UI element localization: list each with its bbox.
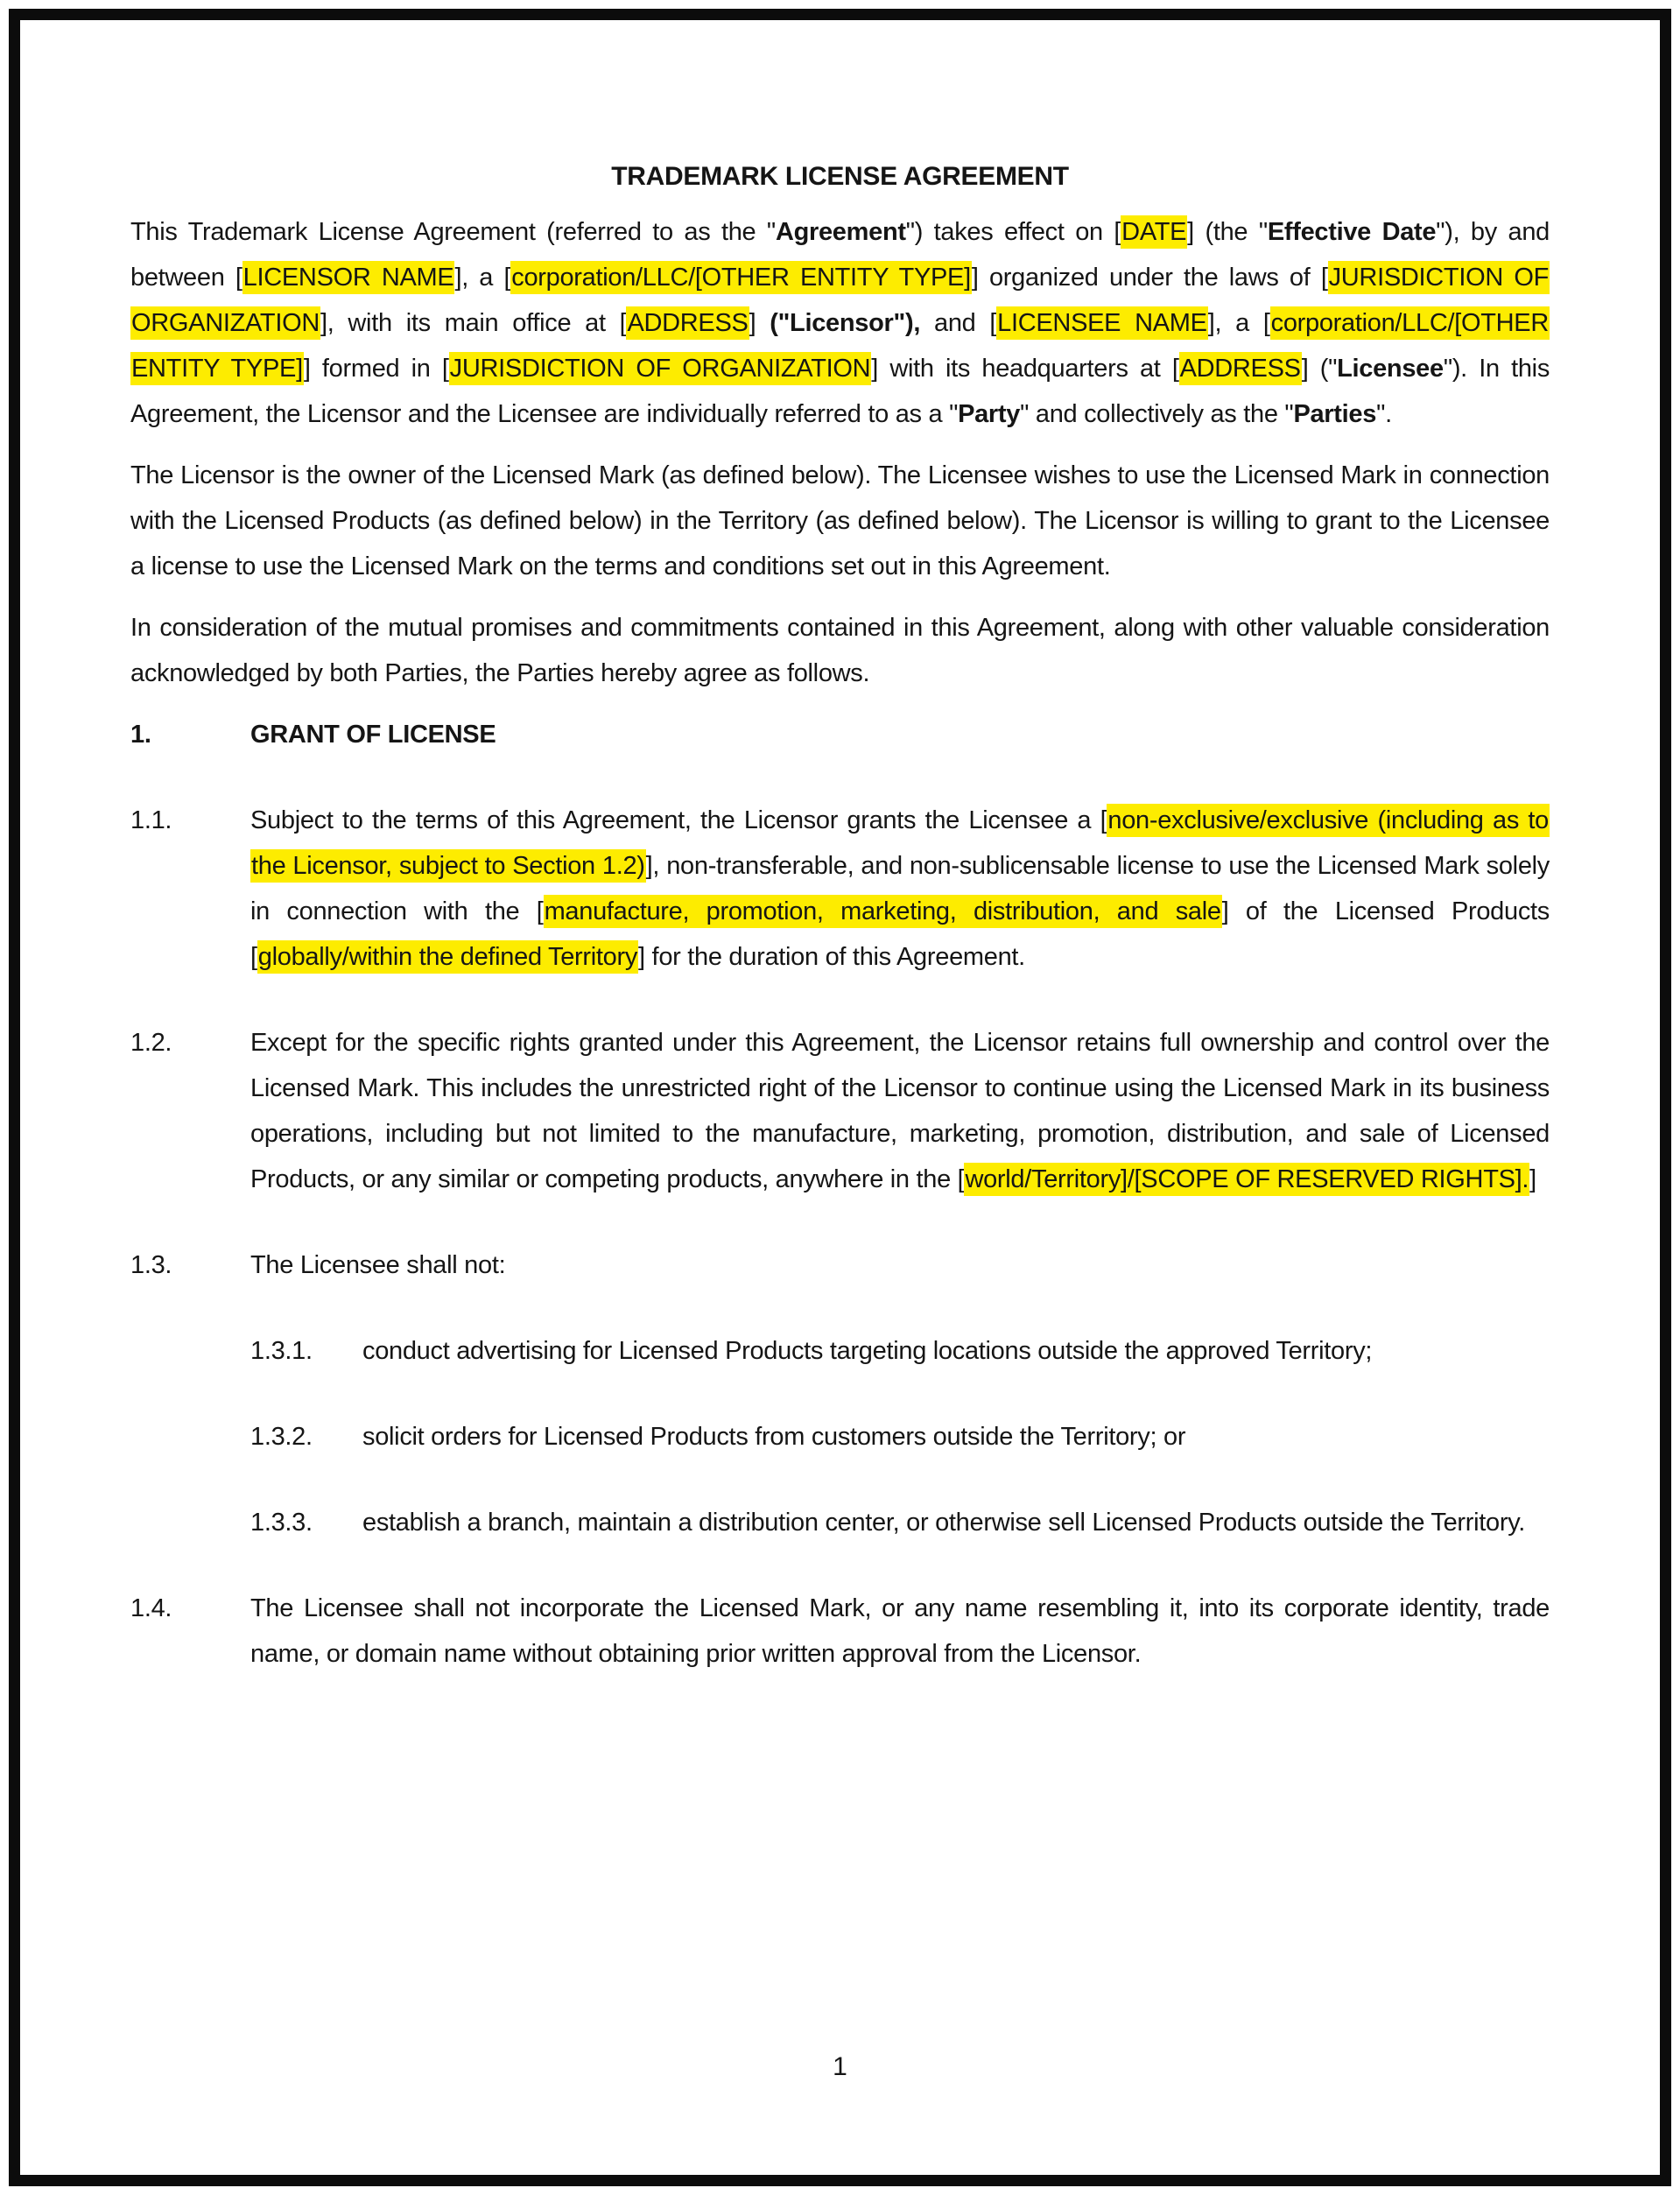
highlighted-placeholder: JURISDICTION OF ORGANIZATION — [449, 352, 872, 385]
highlighted-placeholder: ADDRESS — [1179, 352, 1302, 385]
clause-1-1-number: 1.1. — [130, 806, 172, 834]
text-run: The Licensee shall not incorporate the Licensed Mark, or any name resembling it, into its corporate identity, trade name, or domain name without obtaining prior written approval from the Licensor. — [250, 1594, 1550, 1668]
text-run: ] of the Licensed Products [ — [250, 897, 1550, 971]
text-run: ] with its headquarters at [ — [871, 355, 1179, 383]
clause-1-3-text — [250, 1242, 1550, 1288]
clause-1-3 — [130, 1242, 1550, 1288]
section-1-heading — [130, 712, 1550, 757]
highlighted-placeholder: corporation/LLC/[OTHER ENTITY TYPE] — [510, 261, 972, 294]
subclause-1-3-1-number: 1.3.1. — [250, 1337, 313, 1365]
text-run: ". — [1376, 400, 1392, 428]
subclause-1-3-2-number: 1.3.2. — [250, 1423, 313, 1451]
bold-text-run: ("Licensor"), — [770, 309, 921, 337]
text-run: ] (" — [1301, 355, 1338, 383]
text-run: solicit orders for Licensed Products from customers outside the Territory; or — [362, 1423, 1186, 1451]
clause-1-4 — [130, 1586, 1550, 1677]
text-run: ] for the duration of this Agreement. — [638, 943, 1025, 971]
section-1-label: GRANT OF LICENSE — [250, 721, 496, 749]
highlighted-placeholder: ADDRESS — [626, 306, 749, 340]
subclause-1-3-1-text — [362, 1328, 1550, 1374]
clause-1-3-number: 1.3. — [130, 1251, 172, 1279]
highlighted-placeholder: LICENSEE NAME — [996, 306, 1208, 340]
highlighted-placeholder: non-exclusive/exclusive (including as to the Licensor, subject to Section 1.2) — [250, 804, 1550, 883]
page-border-frame — [9, 9, 1671, 2186]
subclause-1-3-3 — [250, 1500, 1550, 1545]
page-number: 1 — [833, 2052, 847, 2081]
text-run: ] — [749, 309, 770, 337]
recitals-paragraph: The Licensor is the owner of the Licensed Mark (as defined below). The Licensee wishes to use the Licensed Mark in connection with the Licensed Products (as defined below) in the Territory (as defined below). The Licensor is willing to grant to the Licensee a license to use the Licensed Mark on the terms and conditions set out in this Agreement. — [130, 461, 1550, 580]
highlighted-placeholder: DATE — [1121, 215, 1187, 249]
consideration-paragraph: In consideration of the mutual promises and commitments contained in this Agreement, along with other valuable consideration acknowledged by both Parties, the Parties hereby agree as follows. — [130, 614, 1550, 687]
bold-text-run: Licensee — [1337, 355, 1444, 383]
clause-1-1 — [130, 798, 1550, 980]
text-run: ], a [ — [1207, 309, 1270, 337]
clause-1-2-number: 1.2. — [130, 1029, 172, 1057]
document-title: TRADEMARK LICENSE AGREEMENT — [611, 162, 1069, 191]
clause-1-2 — [130, 1020, 1550, 1202]
subclause-1-3-3-text — [362, 1500, 1550, 1545]
text-run: ], with its main office at [ — [320, 309, 627, 337]
text-run: ] formed in [ — [303, 355, 449, 383]
bold-text-run: Party — [958, 400, 1021, 428]
text-run: "). In this Agreement, the Licensor and the Licensee are individually referred to as a " — [130, 355, 1550, 428]
highlighted-placeholder: JURISDICTION OF ORGANIZATION — [130, 261, 1550, 340]
text-run: Except for the specific rights granted under this Agreement, the Licensor retains full ownership and control over the Licensed Mark. This includes the unrestricted right of the Licensor to continue using the Licensed Mark in its business operations, including but not limited to the manufacture, marketing, promotion, distribution, and sale of Licensed Products, or any similar or competing products, anywhere in the [ — [250, 1029, 1550, 1193]
text-run: ") takes effect on [ — [905, 218, 1121, 246]
highlighted-placeholder: corporation/LLC/[OTHER ENTITY TYPE] — [130, 306, 1550, 385]
highlighted-placeholder: world/Territory]/[SCOPE OF RESERVED RIGHTS]. — [964, 1163, 1529, 1196]
highlighted-placeholder: LICENSOR NAME — [243, 261, 455, 294]
text-run: ], a [ — [454, 264, 511, 292]
clause-1-4-text — [250, 1586, 1550, 1677]
bold-text-run: Effective Date — [1267, 218, 1437, 246]
clause-1-1-text — [250, 798, 1550, 980]
text-run: " and collectively as the " — [1020, 400, 1294, 428]
text-run: ] (the " — [1187, 218, 1268, 246]
highlighted-placeholder: manufacture, promotion, marketing, distribution, and sale — [544, 895, 1222, 928]
subclause-1-3-1 — [250, 1328, 1550, 1374]
text-run: and [ — [920, 309, 997, 337]
text-run: This Trademark License Agreement (referred to as the " — [130, 218, 776, 246]
intro-paragraph — [130, 209, 1550, 437]
section-1-number: 1. — [130, 721, 151, 749]
text-run: ] organized under the laws of [ — [971, 264, 1328, 292]
clause-1-4-number: 1.4. — [130, 1594, 172, 1622]
text-run: conduct advertising for Licensed Products targeting locations outside the approved Territory; — [362, 1337, 1373, 1365]
bold-text-run: Agreement — [775, 218, 906, 246]
subclause-1-3-2 — [250, 1414, 1550, 1460]
text-run: establish a branch, maintain a distribution center, or otherwise sell Licensed Products outside the Territory. — [362, 1509, 1526, 1537]
highlighted-placeholder: globally/within the defined Territory — [257, 940, 638, 974]
text-run: "), by and between [ — [130, 218, 1550, 292]
text-run: Subject to the terms of this Agreement, the Licensor grants the Licensee a [ — [250, 806, 1107, 834]
subclause-1-3-3-number: 1.3.3. — [250, 1509, 313, 1537]
subclause-1-3-2-text — [362, 1414, 1550, 1460]
text-run: ] — [1529, 1165, 1536, 1193]
text-run: The Licensee shall not: — [250, 1251, 506, 1279]
text-run: ], non-transferable, and non-sublicensable license to use the Licensed Mark solely in connection with the [ — [250, 852, 1550, 925]
clause-1-2-text — [250, 1020, 1550, 1202]
bold-text-run: Parties — [1293, 400, 1377, 428]
